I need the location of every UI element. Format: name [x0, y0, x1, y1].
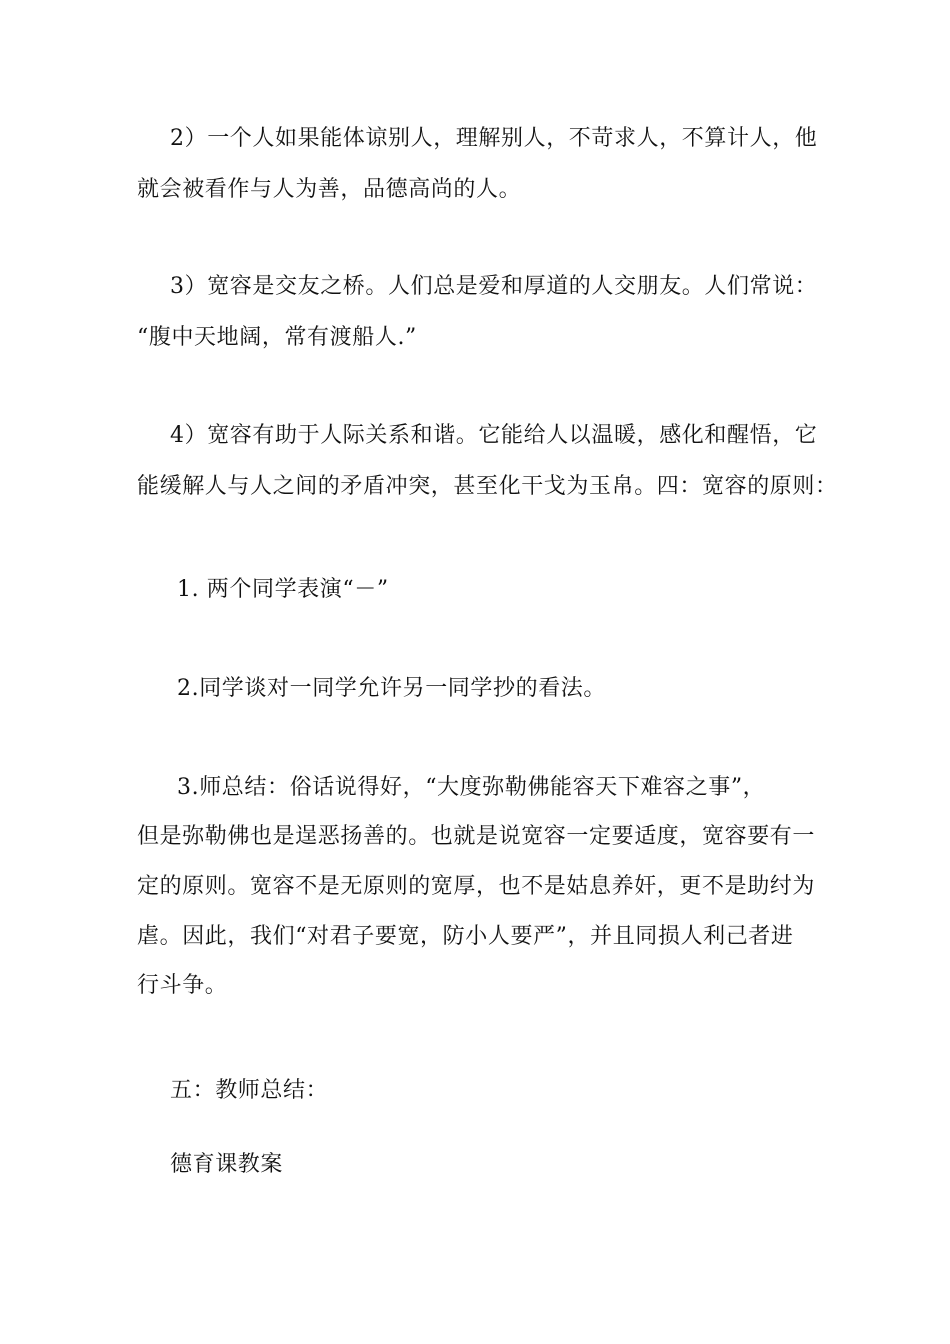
list-item-3-line-1: 3.师总结：俗话说得好，“大度弥勒佛能容天下难容之事”， [177, 775, 766, 800]
paragraph-4-line-1: 4）宽容有助于人际关系和谐。它能给人以温暖，感化和醒悟，它 [170, 423, 818, 448]
list-item-3-line-3: 定的原则。宽容不是无原则的宽厚，也不是姑息养奸，更不是助纣为 [137, 874, 816, 899]
document-footer-title: 德育课教案 [170, 1152, 284, 1177]
paragraph-4-line-2: 能缓解人与人之间的矛盾冲突，甚至化干戈为玉帛。四：宽容的原则： [137, 474, 838, 499]
list-item-3-line-4: 虐。因此，我们“对君子要宽，防小人要严”，并且同损人利己者进 [137, 924, 794, 949]
list-item-3-line-5: 行斗争。 [137, 973, 228, 998]
paragraph-3-line-1: 3）宽容是交友之桥。人们总是爱和厚道的人交朋友。人们常说： [170, 274, 818, 299]
list-item-1: 1. 两个同学表演“－” [177, 577, 389, 602]
section-5-heading: 五：教师总结： [170, 1078, 329, 1103]
paragraph-3-line-2: “腹中天地阔，常有渡船人.” [137, 325, 417, 350]
list-item-3-line-2: 但是弥勒佛也是逞恶扬善的。也就是说宽容一定要适度，宽容要有一 [137, 824, 816, 849]
list-item-2: 2.同学谈对一同学允许另一同学抄的看法。 [177, 676, 606, 701]
paragraph-2-line-1: 2）一个人如果能体谅别人，理解别人，不苛求人，不算计人，他 [170, 126, 818, 151]
paragraph-2-line-2: 就会被看作与人为善，品德高尚的人。 [137, 177, 522, 202]
